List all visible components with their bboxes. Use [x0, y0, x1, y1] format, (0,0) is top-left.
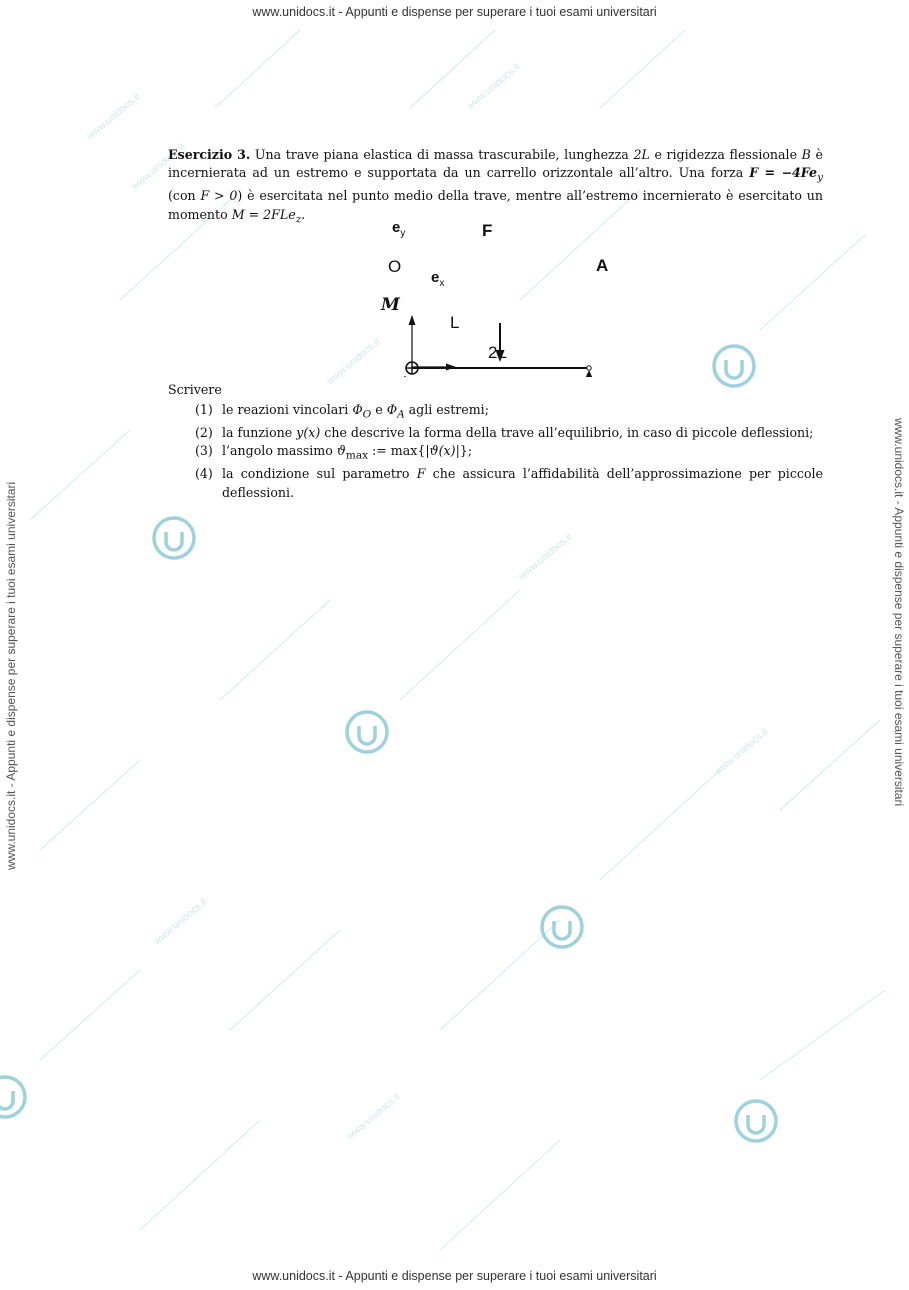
task-1-sub-2: A — [397, 408, 405, 421]
task-list — [168, 401, 823, 502]
label-ey-sub: y — [400, 227, 406, 239]
task-4-text-2: che assicura l’affidabilità dell’approssimazione per piccole deflessioni. — [222, 466, 824, 500]
roller-a — [584, 370, 594, 377]
task-4-sym-1: F — [416, 466, 426, 482]
task-4-text-1: la condizione sul parametro — [222, 466, 417, 482]
exercise-statement — [168, 146, 823, 229]
task-2-text-1: la funzione — [222, 424, 297, 440]
label-ex: $e_x$ — [431, 268, 445, 289]
task-1-text-1: le reazioni vincolari — [222, 402, 353, 418]
statement-text-2: e rigidezza flessionale — [649, 147, 802, 162]
watermark-banner-top: www.unidocs.it - Appunti e dispense per superare i tuoi esami universitari — [252, 5, 657, 19]
statement-text-3: è incernierata ad un estremo e supportata da un carrello orizzontale all’altro. Una forza — [168, 147, 823, 181]
wm-repeat-8: www.unidocs.it — [84, 91, 143, 143]
task-1-sym-1: Φ — [352, 402, 363, 418]
wm-repeat-2: www.unidocs.it — [324, 336, 383, 388]
task-3-sub-1: max — [345, 449, 368, 462]
task-num-2: (2) — [195, 424, 213, 440]
moment-subscript: z — [295, 213, 302, 226]
task-3-text-3: |}; — [455, 443, 473, 459]
statement-text-4: (con — [168, 188, 201, 204]
label-ex-sub: x — [439, 277, 445, 289]
length-symbol: 2L — [633, 147, 650, 162]
watermark-banner-bottom: www.unidocs.it - Appunti e dispense per superare i tuoi esami universitari — [252, 1269, 657, 1283]
wm-repeat-7: www.unidocs.it — [464, 61, 523, 113]
pin-a — [587, 365, 591, 369]
wm-repeat-4: www.unidocs.it — [712, 726, 771, 778]
task-3-sym-2: ϑ(x) — [429, 443, 456, 459]
watermark-side-right: www.unidocs.it - Appunti e dispense per superare i tuoi esami universitari — [892, 418, 906, 807]
label-moment: M — [381, 294, 400, 315]
exercise-heading: Esercizio 3. — [168, 147, 251, 162]
statement-text-1: Una trave piana elastica di massa trascurabile, lunghezza — [254, 147, 634, 162]
ey-arrowhead — [409, 315, 416, 325]
force-condition: F > 0 — [200, 188, 238, 204]
task-item-4 — [168, 465, 823, 502]
rigidity-symbol: B — [801, 147, 811, 162]
task-3-sym-1: ϑ — [336, 443, 346, 459]
task-1-sub-1: O — [362, 408, 372, 421]
task-item-3 — [168, 442, 823, 465]
task-item-2 — [168, 424, 823, 442]
beam-figure — [168, 218, 823, 377]
wm-repeat-3: www.unidocs.it — [516, 531, 575, 583]
label-dim-2l: 2L — [488, 342, 507, 362]
task-num-4: (4) — [195, 466, 213, 482]
label-origin: O — [388, 256, 402, 276]
watermark-side-left: www.unidocs.it - Appunti e dispense per superare i tuoi esami universitari — [4, 481, 18, 870]
label-dim-l: L — [450, 312, 460, 332]
label-a: A — [596, 255, 609, 275]
label-force: F — [482, 220, 493, 240]
wm-repeat-1: www.unidocs.it — [129, 141, 188, 193]
task-2-sym-1: y(x) — [296, 424, 321, 440]
task-num-3: (3) — [195, 443, 213, 459]
force-subscript: y — [817, 171, 823, 184]
task-1-sym-2: Φ — [386, 402, 398, 418]
task-3-text-2: := max{| — [368, 443, 430, 459]
statement-text-5: ) è esercitata nel punto medio della trave, mentre all’estremo incernierato è esercitato un momento — [168, 188, 823, 222]
task-3-text-1: l’angolo massimo — [222, 443, 337, 459]
task-item-1 — [168, 401, 823, 424]
wm-repeat-5: www.unidocs.it — [151, 896, 210, 948]
task-1-text-3: agli estremi; — [404, 402, 489, 418]
label-ey: $e_y$ — [392, 218, 406, 239]
task-2-text-2: che descrive la forma della trave all’equilibrio, in caso di piccole deflessioni; — [320, 424, 814, 440]
force-expression: F = −4Fe — [749, 165, 818, 181]
moment-expression: M = 2FLe — [231, 206, 296, 222]
task-prompt: Scrivere — [168, 381, 222, 397]
statement-end: . — [301, 206, 306, 222]
wm-repeat-6: www.unidocs.it — [344, 1091, 403, 1143]
task-1-text-2: e — [371, 402, 387, 418]
exercise-content — [168, 146, 823, 502]
task-num-1: (1) — [195, 402, 213, 418]
